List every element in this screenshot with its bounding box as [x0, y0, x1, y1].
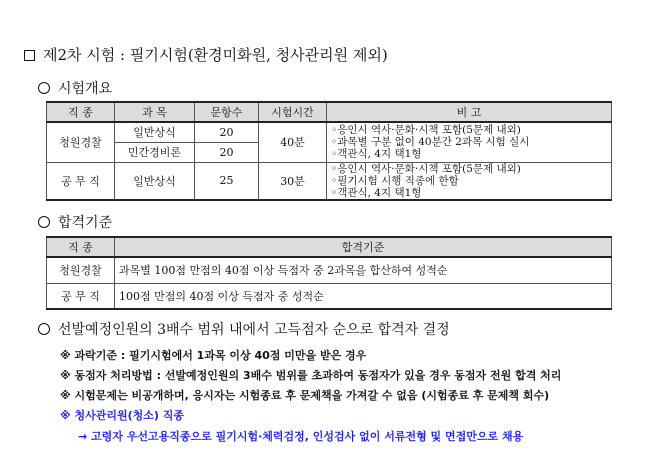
criteria-table: [46, 236, 612, 310]
note-tie-handling: ※ 동점자 처리방법 : 선발예정인원의 3배수 범위를 초과하여 동점자가 있을 경우 동점자 전원 합격 처리: [60, 369, 562, 382]
overview-heading: 시험개요: [38, 78, 112, 98]
circle-bullet-icon: [38, 323, 50, 335]
count-cell: 20: [195, 122, 259, 142]
count-cell: 25: [195, 162, 259, 200]
subject-cell: 일반상식: [115, 162, 195, 200]
remarks-cell: ◦응인시 역사·문화·시책 포함(5문제 내외) ◦과목별 구분 없이 40분간 2과목 시험 실시 ◦객관식, 4지 택1형: [327, 122, 612, 162]
header-job: 직 종: [47, 102, 115, 122]
overview-table: [46, 101, 612, 201]
job-cell: 공 무 직: [47, 162, 115, 200]
header-job: 직 종: [47, 237, 115, 257]
header-subject: 과 목: [115, 102, 195, 122]
subject-cell: 민간경비론: [115, 142, 195, 162]
table-row: [47, 122, 612, 142]
count-cell: 20: [195, 142, 259, 162]
note-failing-criteria: ※ 과락기준 : 필기시험에서 1과목 이상 40점 미만을 받은 경우: [60, 349, 367, 362]
header-remarks: 비 고: [327, 102, 612, 122]
job-cell: 공 무 직: [47, 283, 115, 309]
header-count: 문항수: [195, 102, 259, 122]
header-time: 시험시간: [259, 102, 327, 122]
subject-cell: 일반상식: [115, 122, 195, 142]
table-row: [47, 257, 612, 283]
circle-bullet-icon: [38, 82, 50, 94]
checkbox-square-icon: [24, 50, 35, 61]
criteria-cell: 과목별 100점 만점의 40점 이상 득점자 중 2과목을 합산하여 성적순: [115, 257, 612, 283]
note-janitor-title: ※ 청사관리원(청소) 직종: [60, 409, 185, 422]
job-cell: 청원경찰: [47, 122, 115, 162]
circle-bullet-icon: [38, 216, 50, 228]
note-exam-paper: ※ 시험문제는 비공개하며, 응시자는 시험종료 후 문제책을 가져갈 수 없음 (시험종료 후 문제책 회수): [60, 389, 550, 402]
note-janitor-detail: → 고령자 우선고용직종으로 필기시험·체력검정, 인성검사 없이 서류전형 및 면접만으로 채용: [78, 430, 524, 443]
selection-heading: 선발예정인원의 3배수 범위 내에서 고득점자 순으로 합격자 결정: [38, 319, 450, 339]
job-cell: 청원경찰: [47, 257, 115, 283]
section-title: 제2차 시험 : 필기시험(환경미화원, 청사관리원 제외): [24, 44, 388, 65]
criteria-cell: 100점 만점의 40점 이상 득점자 중 성적순: [115, 283, 612, 309]
remarks-cell: ◦응인시 역사·문화·시책 포함(5문제 내외) ◦필기시험 시행 직종에 한함 ◦객관식, 4지 택1형: [327, 162, 612, 200]
time-cell: 30분: [259, 162, 327, 200]
header-criteria: 합격기준: [115, 237, 612, 257]
time-cell: 40분: [259, 122, 327, 162]
table-row: [47, 162, 612, 200]
criteria-heading: 합격기준: [38, 212, 112, 232]
table-row: [47, 283, 612, 309]
